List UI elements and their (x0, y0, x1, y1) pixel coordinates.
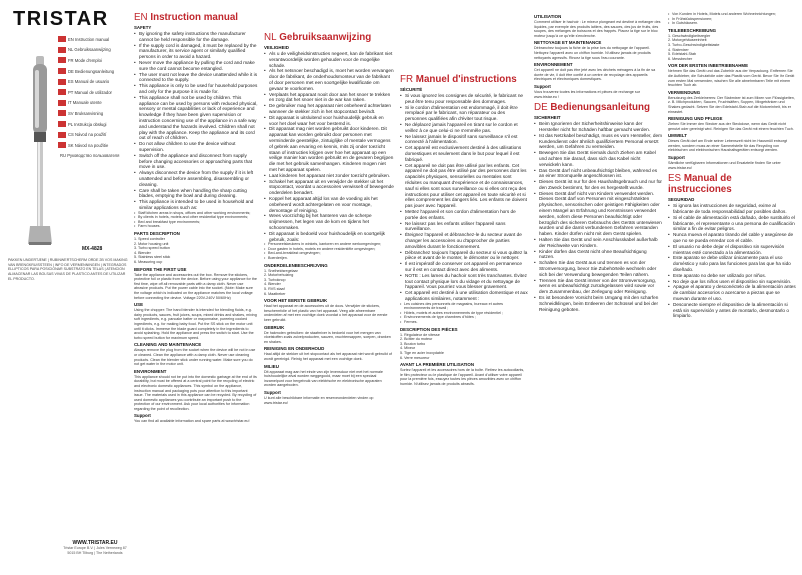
part-item: 5. Edelstahl-Stab (668, 52, 697, 57)
safety-bullet: • Apague el aparato y desconéctelo de la alimentación antes de cambiar accesorios o acercarse a piezas que se muevan durante el uso. (668, 284, 796, 301)
safety-bullet: • Dit apparaat is bedoeld voor huishoudelijk en soortgelijk gebruik, zoals: (264, 231, 394, 243)
safety-bullet: • Este aparato no debe ser utilizado por niños. (668, 273, 796, 279)
sub-bullet: • Bed-and-breakfast omgevingen; (264, 251, 394, 256)
safety-bullet: • Si ignora las instrucciones de seguridad, exime al fabricante de toda responsabilidad por posibles daños. (668, 203, 796, 215)
part-item: 6. Maatbeker (264, 291, 286, 296)
spacer (264, 12, 394, 32)
language-item: NL Gebruiksaanwijzing (58, 45, 118, 56)
safety-bullet: • De gebruiker mag het apparaat niet onbeheerd achterlaten wanneer de stekker zich in het stopcontact bevindt. (264, 103, 394, 115)
paragraph: U kunt alle beschikbare informatie en reserveonderdelen vinden op www.tristar.eu! (264, 395, 374, 405)
subsection-title: USE (134, 302, 144, 308)
subsection-title: SICHERHEIT (534, 115, 561, 121)
section-title: NL Gebruiksaanwijzing (264, 32, 372, 43)
cover-warning: PAKKEN UNDERTÆNE | RUBINWERTSCHERM ORDE 2B VOS MAKING VAN BRENGKRUISSTEEN | INFO DE VERMENNINGEN | INTEGRADOS ELLIPTICOS PARA POSICIONAR SUBSTRATO EN TELAS | ATENCION ALMACENAR LAS BOLSAS VIVAS DE PLASTICO ANTES DE UTILIZAR EL PRODUCTO. (8, 258, 128, 281)
paragraph: Sortez l'appareil et les accessoires hors de la boîte. Retirez les autocollants, le film protecteur ou le plastique de l'appareil. Avant d'utiliser votre appareil pour la première fois, essuyez toutes les pièces amovibles avec un chiffon humide. N'utilisez jamais de produits abrasifs. (400, 368, 525, 386)
paragraph: Using the chopper: The hand blender is intended for blending fluids, e.g. dairy products, sauces, fruit juices, soups, mixed drinks and shakes, mixing soft ingredients, e.g. pancake batter or mayonnaise, pureeing cooked ingredients, e.g. for making baby food. Put the SS stick on the motor unit until it clicks. Immerse the blade guard completely in the ingredients to avoid splashing. Hold the appliance and press the switch to start. Use the turbo speed button for maximum speed. (134, 308, 257, 340)
flag-icon (58, 57, 66, 63)
section-title: DE Bedienungsanleitung (534, 102, 650, 114)
subsection-title: ENVIRONNEMENT (534, 62, 573, 68)
safety-bullet: • Schalten Sie das Gerät aus und trennen es von der Stromversorgung, bevor Sie Zubehörteile wechseln oder sich bei der Verwendung bewegenden Teilen nähern. (534, 260, 662, 277)
safety-bullet: • Care shall be taken when handling the sharp cutting blades, emptying the bowl and during cleaning. (134, 188, 258, 200)
paragraph: Vous trouverez toutes les informations et pièces de rechange sur www.tristar.eu ! (534, 89, 640, 99)
part-item: 4. Blender (264, 282, 281, 287)
language-item: RU Руководство пользователя (60, 153, 120, 159)
safety-bullet: • Débranchez toujours l'appareil du secteur si vous quittez la pièce et avant de le monter, le démonter ou le nettoyer. (400, 250, 528, 262)
sub-bullet: • In Frühstückspensionen; (668, 17, 796, 22)
safety-bullet: • Mettez l'appareil et son cordon d'alimentation hors de portée des enfants. (400, 209, 528, 221)
safety-bullet: • El usuario no debe dejar el dispositivo sin supervisión mientras esté conectado a la alimentación. (668, 244, 796, 256)
paragraph: Haal altijd de stekker uit het stopcontact als het apparaat niet wordt gebruikt of wordt gereinigd. Reinig het apparaat met een vochtige doek. (264, 352, 392, 361)
part-item: 1. Speed controller (134, 237, 165, 242)
part-item: 5. Stainless steel stick (134, 255, 171, 260)
language-item: SV Bruksanvisning (58, 108, 118, 119)
sub-bullet: • By clients in hotels, motels and other residential type environments; (134, 215, 258, 220)
subsection-title: VOR DER ERSTEN INBETRIEBNAHME (668, 63, 749, 69)
language-item: ES Manual de usuario (58, 76, 118, 87)
safety-bullet: • Bewegen Sie das Gerät niemals durch Ziehen am Kabel und achten Sie darauf, dass sich das Kabel nicht verwickeln kann. (534, 150, 662, 167)
subsection-title: UTILISATION (534, 14, 562, 19)
part-item: 4. Blender (134, 250, 151, 255)
part-item: 3. Bouton turbo (400, 341, 426, 346)
subsection-title: BEFORE THE FIRST USE (134, 266, 187, 272)
flag-icon (58, 79, 66, 85)
safety-bullet: • Wees voorzichtig bij het hanteren van de scherpe snijmessen, het legen van de kom en tijdens het schoonmaken. (264, 213, 394, 230)
part-item: 1. Geschwindigkeitsregler (668, 33, 711, 38)
subsection-title: SAFETY (134, 25, 152, 30)
subsection-title: SEGURIDAD (668, 197, 695, 203)
part-item: 3. Turbo speed button (134, 246, 170, 251)
safety-bullet: • Desconecte siempre el dispositivo de la alimentación si está sin supervisión y antes de montarlo, desmontarlo o limpiarlo. (668, 302, 796, 319)
column-nl (264, 12, 394, 568)
column-fr (400, 12, 528, 568)
safety-bullet: • Ist das Netzkabel beschädigt, muss es vom Hersteller, dem Kundendienst oder ähnlich qualifiziertem Personal ersetzt werden, um Gefahren zu vermeiden. (534, 133, 662, 150)
sub-bullet: • Staff kitchen areas in shops, offices and other working environments; (134, 211, 258, 216)
subsection-title: REINIGUNG UND PFLEGE (668, 116, 723, 122)
brand-logo: TRISTAR (13, 8, 109, 30)
subsection-title: REINIGING EN ONDERHOUD (264, 346, 325, 352)
language-item: DE Bedienungsanleitung (58, 66, 118, 77)
sub-bullet: • Farm houses. (134, 224, 258, 229)
paragraph: De hakmolen gebruiken: de staafmixer is bedoeld voor het mengen van vloeistoffen zoals zuivelproducten, sauzen, vruchtensappen, soepen, dranken en shakes. (264, 330, 391, 344)
part-item: 5. RVS staaf (264, 287, 285, 292)
language-item: SK Návod na použitie (58, 140, 118, 151)
safety-bullet: • Das Gerät darf nicht unbeaufsichtigt bleiben, während es an einer Stromquelle angeschlossen ist. (534, 168, 662, 180)
paragraph: Débranchez toujours la fiche de la prise lors du nettoyage de l'appareil. Nettoyez l'appareil avec un chiffon humide. N'utilisez jamais de produits nettoyants agressifs. Rincez la tige sous l'eau courante. (534, 46, 651, 60)
subsection-title: VEILIGHEID (264, 45, 289, 50)
paragraph: Always remove the plug from the socket when the device will be not in use or cleaned. Clean the appliance with a damp cloth. Never use cleaning products. Clean the blender stick under running water. Make sure you do not get water in the motor unit. (134, 348, 256, 367)
paragraph: Haal het apparaat en de accessoires uit de doos. Verwijder de stickers, beschermfolie of het plastic van het apparaat. Veeg alle afneembare onderdelen af met een vochtige doek voordat u het apparaat voor de eerste keer gebruikt. (264, 304, 388, 323)
column-de (534, 12, 662, 568)
safety-bullet: • Si el cable de alimentación está dañado, debe sustituirlo el fabricante, el representante o una persona de cualificación similar a fin de evitar peligros. (668, 215, 796, 232)
safety-bullet: • Kinder dürfen das Gerät nicht ohne Beaufsichtigung nutzen. (534, 249, 662, 261)
footer (60, 540, 130, 555)
safety-bullet: • Cet appareil est destiné à une utilisation domestique et aux applications similaires, notamment : (400, 290, 528, 302)
flag-icon (58, 89, 66, 95)
part-item: 4. Stabmixer (668, 47, 689, 52)
safety-bullet: • By ignoring the safety instructions the manufacturer cannot be held responsible for the damage. (134, 31, 258, 43)
paragraph: You can find all available information and spare parts at www.tristar.eu! (134, 419, 250, 424)
part-item: 2. Motorbehuizing (264, 273, 294, 278)
spacer (400, 12, 528, 74)
paragraph: Cet appareil ne doit pas être jeté avec les déchets ménagers à la fin de sa durée de vie, il doit être confié à un centre de recyclage des appareils électriques et électroniques domestiques. (534, 68, 656, 82)
part-item: 6. Messbecher (668, 56, 693, 61)
safety-bullet: • Il est impératif de conserver cet appareil en permanence sur il est en contact direct avec des aliments. (400, 261, 528, 273)
subsection-title: Support (668, 155, 685, 161)
part-item: 2. Motorgehäuseeinheit (668, 38, 707, 43)
language-list (58, 34, 118, 161)
safety-bullet: • This appliance is intended to be used in household and similar applications such as: (134, 199, 258, 211)
subsection-title: VERWENDUNG (668, 89, 701, 95)
subsection-title: SÉCURITÉ (400, 87, 423, 92)
language-item: PL Instrukcja obsługi (58, 119, 118, 130)
sub-bullet: • Fermes. (400, 320, 528, 325)
flag-icon (58, 36, 66, 42)
sub-bullet: • Boerderijen. (264, 256, 394, 261)
flag-icon (58, 142, 66, 148)
sub-bullet: • Hôtels, motels et autres environnements de type résidentiel ; (400, 311, 528, 316)
part-item: 1. Snelheidsregelaar (264, 268, 298, 273)
safety-bullet: • Dit apparaat is uitsluitend voor huishoudelijk gebruik en voor het doel waar het voor bestemd is. (264, 115, 394, 127)
safety-bullet: • Verplaats het apparaat nooit door aan het snoer te trekken en zorg dat het snoer niet in de war kan raken. (264, 92, 394, 104)
flag-icon (58, 121, 66, 127)
paragraph: Dieses Gerät darf am Ende seiner Lebenszeit nicht im Hausmüll entsorgt werden, sondern muss an einer Sammelstelle für das Recycling von elektrischen und elektronischen Haushaltsgeräten entsorgt werden. (668, 139, 788, 153)
part-item: 4. Mixeur (400, 346, 416, 351)
part-item: 1. Régulateur de vitesse (400, 332, 440, 337)
subsection-title: Support (134, 413, 151, 419)
language-item: PT Manual de utilizador (58, 87, 118, 98)
safety-bullet: • Si vous ignorez les consignes de sécurité, le fabricant ne peut être tenu pour responsable des dommages. (400, 93, 528, 105)
part-item: 2. Boîtier du moteur (400, 337, 433, 342)
column-es (668, 12, 796, 568)
safety-bullet: • Koppel het apparaat altijd los van de voeding als het onbeheerd wordt achtergelaten en voor montage, demontage of reiniging. (264, 196, 394, 213)
flag-icon (58, 47, 66, 53)
paragraph: Dit apparaat mag aan het einde van zijn levensduur niet met het normale huishoudelijke afval worden weggegooid, maar moet bij een speciaal inzamelpunt voor hergebruik van elektrische en elektronische apparaten worden aangeboden. (264, 369, 383, 388)
paragraph: Comment utiliser le hachoir : Le mixeur plongeant est destiné à mélanger des liquides, par exemple des produits laitiers, des sauces, des jus de fruits, des soupes, des mélanges de boissons et des frappés. Placez la tige sur le bloc moteur jusqu'à ce qu'elle s'enclenche. (534, 20, 661, 38)
column-en (134, 12, 258, 568)
paragraph: Ziehen Sie immer den Stecker aus der Steckdose, wenn das Gerät nicht genutzt oder gereinigt wird. Reinigen Sie das Gerät mit einem feuchten Tuch. (668, 122, 794, 131)
subsection-title: Support (264, 389, 281, 395)
subsection-title: TEILEBESCHREIBUNG (668, 27, 717, 33)
safety-bullet: • Si le cordon d'alimentation est endommagé, il doit être remplacé par le fabricant, son réparateur ou des personnes qualifiées afin d'éviter tout risque. (400, 105, 528, 122)
part-item: 2. Motor housing unit (134, 241, 169, 246)
paragraph: Benutzung des Zerkleinerers: Der Stabmixer ist zum Mixen von Flüssigkeiten, z. B. Milchprodukten, Saucen, Fruchtsäften, Suppen, Mixgetränken und Shakes gedacht. Setzen Sie den Edelstahl-Stab auf die Motoreinheit, bis er einrastet. (668, 95, 795, 114)
safety-bullet: • Als het netsnoer beschadigd is, moet het worden vervangen door de fabrikant, de onderhoudsmonteur van de fabrikant of door personen met een soortgelijke kwalificatie om gevaar te voorkomen. (264, 68, 394, 91)
safety-bullet: • Als u de veiligheidsinstructies negeert, kan de fabrikant niet verantwoordelijk worden gehouden voor de mogelijke schade. (264, 51, 394, 68)
safety-bullet: • Dieses Gerät darf nicht von Kindern verwendet werden. Dieses Gerät darf von Personen mit eingeschränkten physischen, sensorischen oder geistigen Fähigkeiten oder einem Mangel an Erfahrung und Kenntnissen verwendet werden, sofern diese Personen beaufsichtigt oder bezüglich des sicheren Gebrauchs des Geräts unterwiesen wurden und die damit verbundenen Gefahren verstanden haben. Kinder dürfen nicht mit dem Gerät spielen. (534, 191, 662, 237)
part-item: 3. Turboknop (264, 277, 286, 282)
section-title: ES Manual de instrucciones (668, 173, 732, 196)
subsection-title: MILIEU (264, 363, 279, 369)
footer-city: 5015 BH Tilburg | The Netherlands (67, 550, 123, 555)
safety-bullet: • Ne déplacez jamais l'appareil en tirant sur le cordon et veillez à ce que celui-ci ne s'emmêle pas. (400, 122, 528, 134)
safety-bullet: • Nunca mueva el aparato tirando del cable y asegúrese de que no se pueda enredar con el cable. (668, 232, 796, 244)
paragraph: Take the appliance and accessories out the box. Remove the stickers, protective foil or plastic from the device. Before using your appliance for the first time, wipe off all removable parts with a damp cloth. Never use abrasive products. Put the power cable into the socket. (Note: Make sure the voltage which is indicated on the appliance matches the local voltage before connecting the device. Voltage 220V-240V 50/60Hz) (134, 272, 257, 300)
language-item: EN Instruction manual (58, 34, 118, 45)
section-title: FR Manuel d'instructions (400, 74, 517, 85)
subsection-title: VOOR HET EERSTE GEBRUIK (264, 298, 328, 304)
safety-bullet: • Do not allow children to use the device without supervision. (134, 141, 258, 153)
safety-bullet: • Éteignez l'appareil et débranchez-le du secteur avant de changer les accessoires ou d'approcher de parties amovibles durant le fonctionnement. (400, 232, 528, 249)
safety-bullet: • NOTE : Les lames du hachoir sont très tranchantes. Évitez tout contact physique lors du vidage et du nettoyage de l'appareil. Vous pourriez vous blesser gravement. (400, 273, 528, 290)
safety-bullet: • Never move the appliance by pulling the cord and make sure the cord cannot become entangled. (134, 60, 258, 72)
subsection-title: GEBRUIK (264, 324, 285, 330)
subsection-title: AVANT LA PREMIÈRE UTILISATION (400, 362, 474, 368)
sub-bullet: • Door gasten in hotels, motels en andere residentiële omgevingen; (264, 247, 394, 252)
subsection-title: ENVIRONMENT (134, 368, 167, 374)
flag-icon (58, 110, 66, 116)
sub-bullet: • Bed and breakfast type environments; (134, 220, 258, 225)
part-item: 6. Measuring cup (134, 260, 163, 265)
safety-bullet: • The user must not leave the device unattended while it is connected to the supply. (134, 72, 258, 84)
model-number: MX-4828 (82, 246, 103, 252)
footer-company: WWW.TRISTAR.EU (72, 540, 118, 546)
footer-address: Tristar Europe B.V. | Jules Verneweg 87 (63, 546, 127, 550)
paragraph: This appliance should not be put into the domestic garbage at the end of its durability, but must be offered at a central point for the recycling of electric and electronic domestic appliances. This symbol on the appliance, instruction manual and packaging puts your attention to this important issue. The materials used in this appliance can be recycled. By recycling of used domestic appliances you contribute an important push to the protection of our environment. Ask your local authorities for information regarding the point of recollection. (134, 374, 257, 411)
safety-bullet: • Trennen Sie das Gerät immer von der Stromversorgung, wenn es unbeaufsichtigt zurückgelassen wird sowie vor dem Zusammenbau, der Zerlegung oder Reinigung. (534, 278, 662, 295)
safety-bullet: • This appliance shall not be used by children. This appliance can be used by persons with reduced physical, sensory or mental capabilities or lack of experience and knowledge if they have been given supervision or instruction concerning use of the appliance in a safe way and understand the hazards involved. Children shall not play with the appliance. Keep the appliance and its cord out of reach of children. (134, 95, 258, 141)
subsection-title: DESCRIPTION DES PIÈCES (400, 326, 458, 332)
language-item: CS Návod na použití (58, 129, 118, 140)
part-item: 3. Turbo-Geschwindigkeitstaste (668, 42, 720, 47)
safety-bullet: • Es ist besondere Vorsicht beim Umgang mit den scharfen Schneidklingen, beim Entleeren der Schüssel und bei der Reinigung geboten. (534, 295, 662, 312)
safety-bullet: • Este aparato se debe utilizar únicamente para el uso doméstico y solo para las funciones para las que ha sido diseñado. (668, 255, 796, 272)
safety-bullet: • Beim Ignorieren der Sicherheitshinweise kann der Hersteller nicht für Schäden haftbar gemacht werden. (534, 121, 662, 133)
paragraph: Nehmen Sie das Gerät und das Zubehör aus der Verpackung. Entfernen Sie die Aufkleber, die Schutzfolie oder das Plastik vom Gerät. Bevor Sie Ihr Gerät zum ersten Mal verwenden, wischen Sie alle abnehmbaren Teile mit einem feuchten Tuch ab. (668, 69, 795, 88)
safety-bullet: • No deje que los niños usen el dispositivo sin supervisión. (668, 279, 796, 285)
part-item: 5. Tige en acier inoxydable (400, 351, 444, 356)
safety-bullet: • Ne laissez jamais le dispositif sans surveillance s'il est connecté à l'alimentation. (400, 134, 528, 146)
subsection-title: ONDERDELENBESCHRIJVING (264, 262, 328, 268)
flag-icon (58, 132, 66, 138)
safety-bullet: • Cet appareil est exclusivement destiné à des utilisations domestiques et seulement dans le but pour lequel il est fabriqué. (400, 145, 528, 162)
flag-icon (58, 68, 66, 74)
sub-bullet: • Personeelskeukens in winkels, kantoren en andere werkomgevingen; (264, 242, 394, 247)
safety-bullet: • This appliance is only to be used for household purposes and only for the purpose it is made for. (134, 83, 258, 95)
part-item: 6. Verre mesureur (400, 355, 430, 360)
safety-bullet: • Switch off the appliance and disconnect from supply before changing accessories or approaching parts that move in use. (134, 153, 258, 170)
safety-bullet: • Laat kinderen het apparaat niet zonder toezicht gebruiken. (264, 173, 394, 179)
safety-bullet: • Dit apparaat mag niet worden gebruikt door kinderen. Dit apparaat kan worden gebruikt door personen met verminderde geestelijke, zintuiglijke of mentale vermogens of gebrek aan ervaring en kennis, mits zij onder toezicht staan of instructies krijgen over hoe het apparaat op een veilige manier kan worden gebruikt en de gevaren begrijpen die met het gebruik samenhangen. Kinderen mogen niet met het apparaat spelen. (264, 126, 394, 172)
safety-bullet: • Halten Sie das Gerät und sein Anschlusskabel außerhalb der Reichweite von Kindern. (534, 237, 662, 249)
language-item: IT Manuale utente (58, 98, 118, 109)
language-item: FR Mode d'emploi (58, 55, 118, 66)
subsection-title: Support (534, 83, 551, 89)
sub-bullet: • Von Kunden in Hotels, Motels und anderen Wohneinrichtungen; (668, 12, 796, 17)
safety-bullet: • Ne laissez pas les enfants utiliser l'appareil sans surveillance. (400, 221, 528, 233)
paragraph: Sämtliche verfügbaren Informationen und Ersatzteile finden Sie unter www.tristar.eu! (668, 161, 781, 170)
sub-bullet: • Les cuisines des personnels de magasins, bureaux et autres environnements de travail ; (400, 302, 528, 311)
sub-bullet: • In Gutshäusern. (668, 21, 796, 26)
subsection-title: NETTOYAGE ET MAINTENANCE (534, 40, 602, 46)
safety-bullet: • Cet appareil ne doit pas être utilisé par les enfants. Cet appareil ne doit pas être utilisé par des personnes dont les capacités physiques, sensorielles ou mentales sont réduites ou manquant d'expérience et de connaissances, sauf si elles sont sous surveillance ou si elles ont reçu des instructions pour utiliser cet appareil en toute sécurité et si elles comprennent les dangers liés. Les enfants ne doivent pas jouer avec l'appareil. (400, 163, 528, 209)
flag-icon (58, 100, 66, 106)
subsection-title: CLEANING AND MAINTENANCE (134, 342, 202, 348)
safety-bullet: • If the supply cord is damaged, it must be replaced by the manufacturer, its service agent or similarly qualified persons in order to avoid a hazard. (134, 43, 258, 60)
sub-bullet: • Environnements de type chambres d'hôtes ; (400, 315, 528, 320)
subsection-title: PARTS DESCRIPTION (134, 231, 180, 237)
safety-bullet: • Schakel het apparaat uit en verwijder de stekker uit het stopcontact, voordat u accessoires verwisselt of bewegende onderdelen benadert. (264, 179, 394, 196)
section-title: EN Instruction manual (134, 12, 238, 23)
safety-bullet: • Always disconnect the device from the supply if it is left unattended and before assembling, disassembling or cleaning. (134, 170, 258, 187)
safety-bullet: • Dieses Gerät ist nur für den Haushaltsgebrauch und nur für den Zweck bestimmt, für den es hergestellt wurde. (534, 179, 662, 191)
subsection-title: UMWELT (668, 133, 687, 139)
